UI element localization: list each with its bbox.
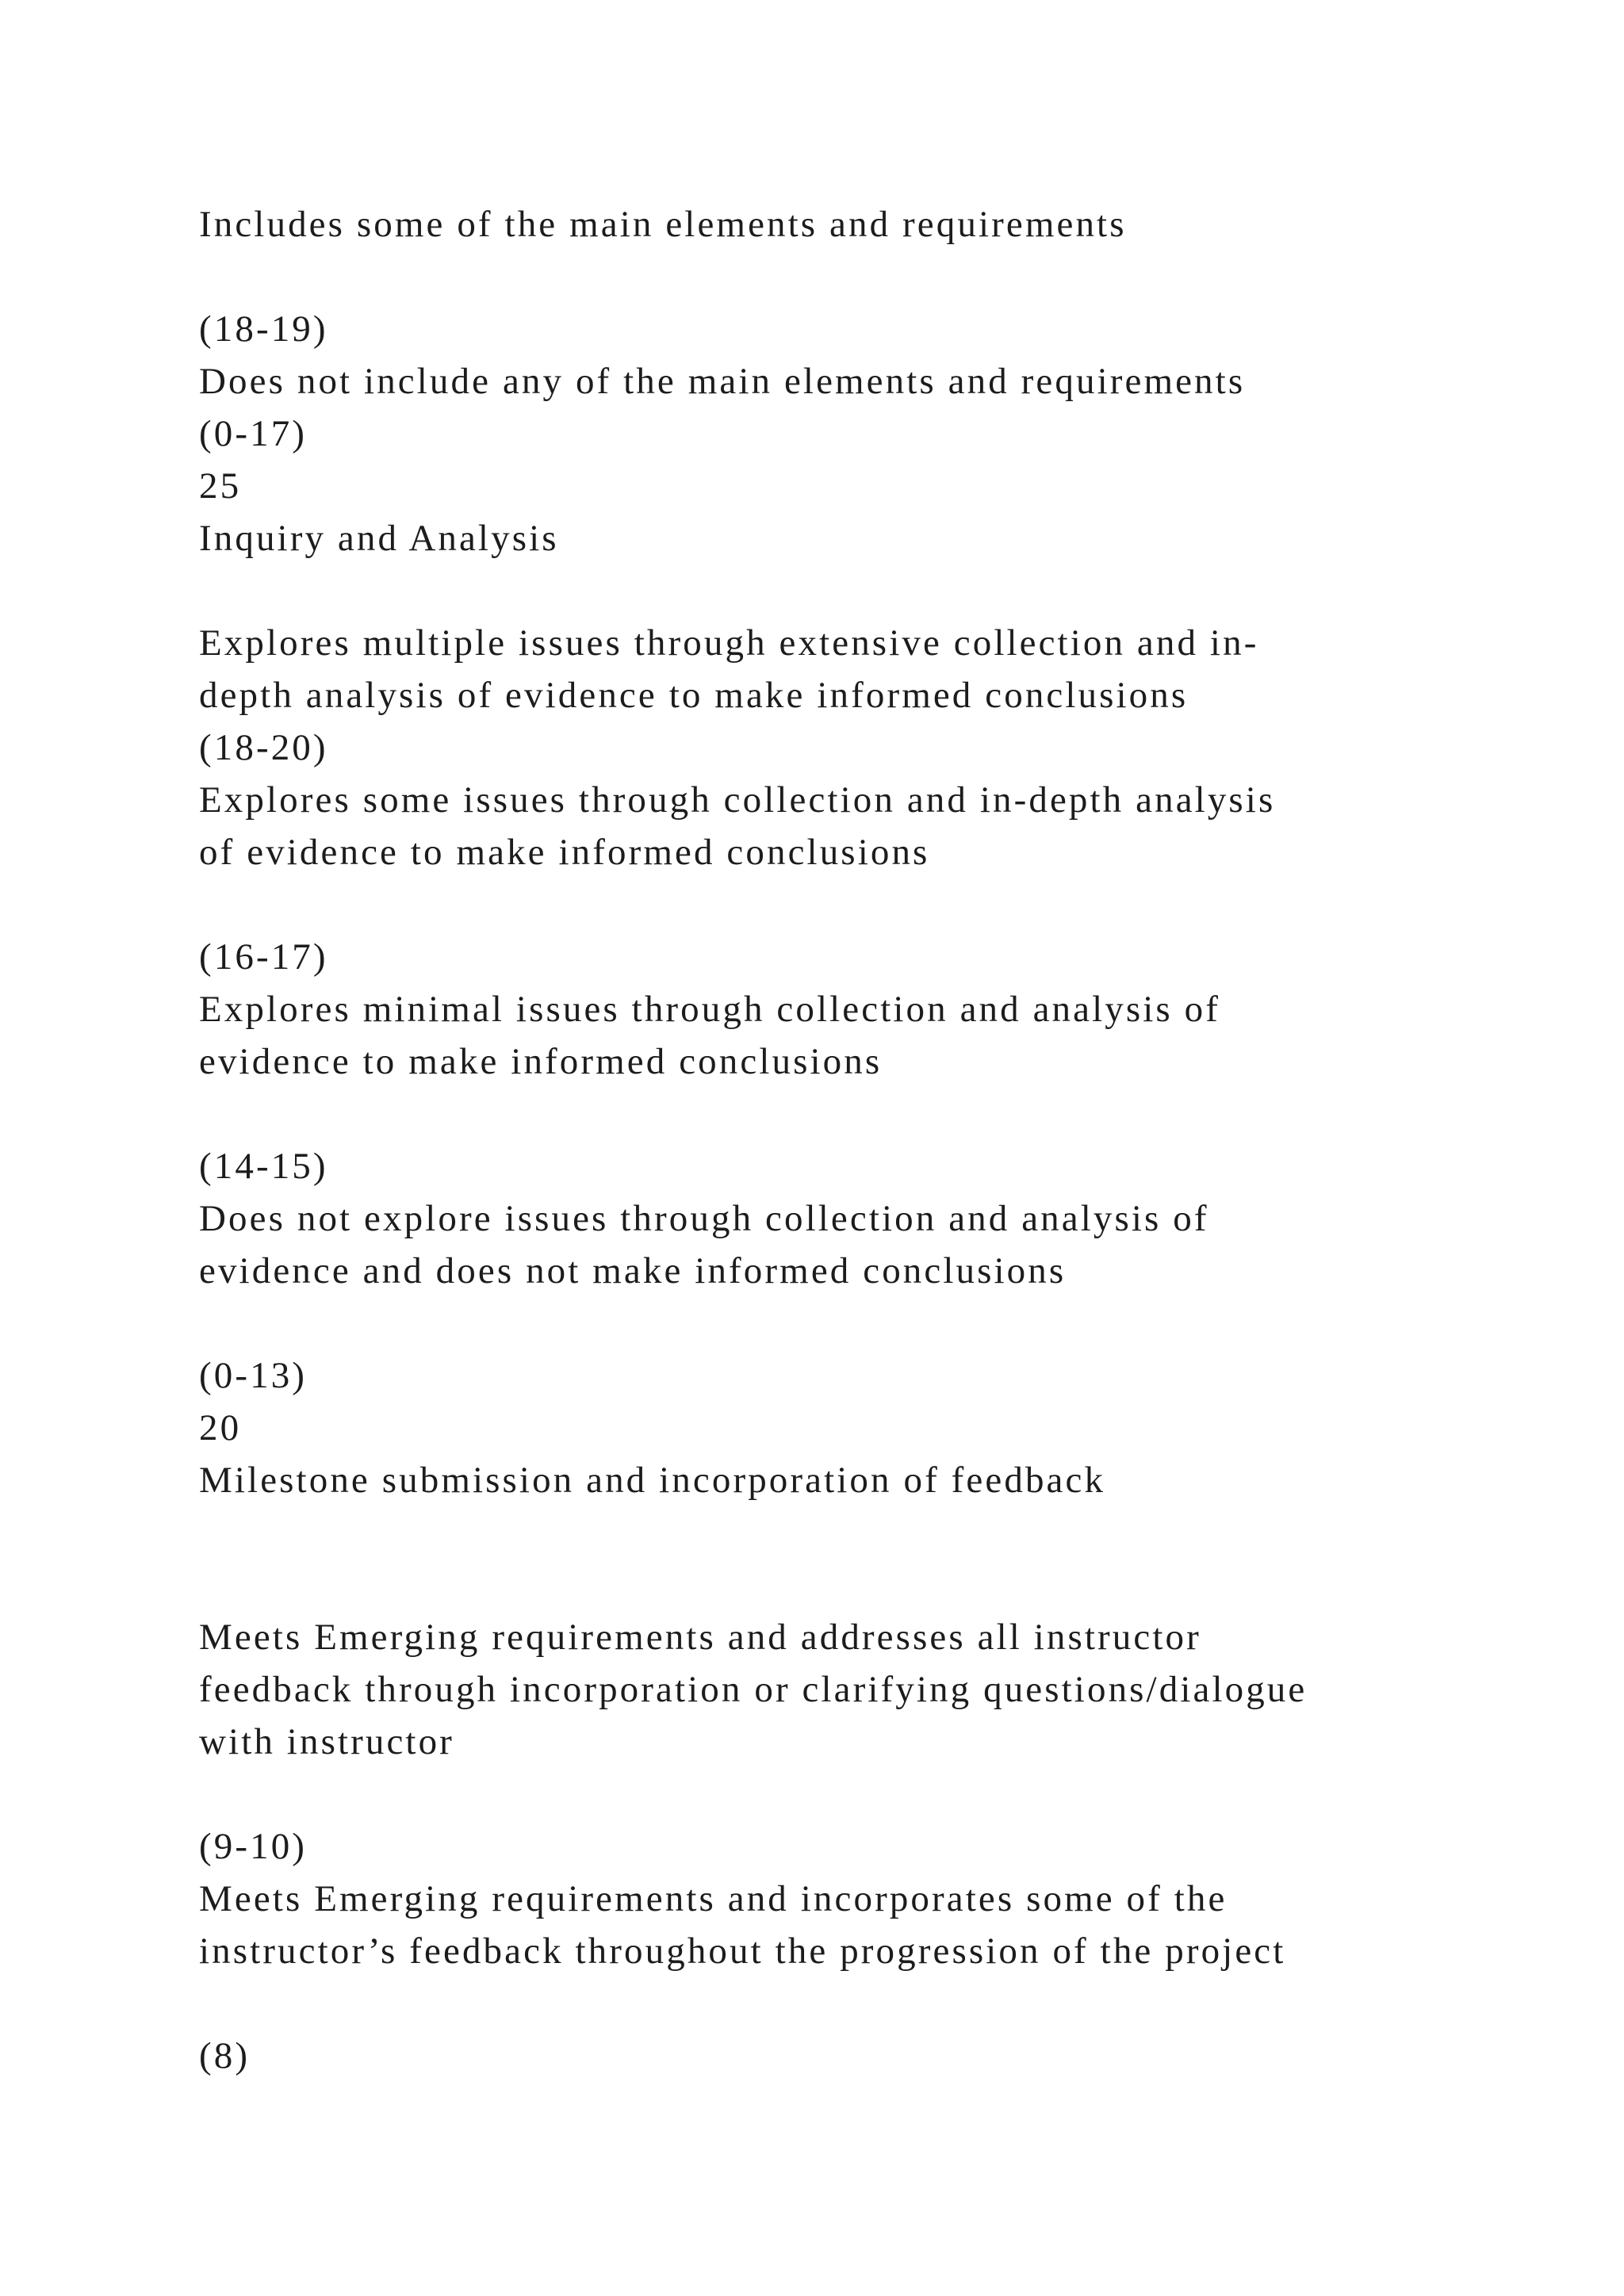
text-line: (16-17)	[199, 936, 328, 978]
text-line: Inquiry and Analysis	[199, 518, 559, 559]
text-line: instructor’s feedback throughout the progression of the project	[199, 1931, 1286, 1972]
text-line: Milestone submission and incorporation of feedback	[199, 1460, 1106, 1501]
text-line: depth analysis of evidence to make informed conclusions	[199, 675, 1189, 716]
text-line: of evidence to make informed conclusions	[199, 832, 930, 873]
text-line: (8)	[199, 2035, 251, 2076]
text-line: Explores some issues through collection and in-depth analysis	[199, 779, 1276, 821]
text-line: evidence to make informed conclusions	[199, 1041, 883, 1082]
text-line: with instructor	[199, 1721, 454, 1762]
text-line: 20	[199, 1407, 242, 1448]
text-line: Does not explore issues through collection and analysis of	[199, 1198, 1209, 1239]
text-line: evidence and does not make informed conclusions	[199, 1250, 1067, 1292]
text-line: Explores minimal issues through collection and analysis of	[199, 989, 1221, 1030]
text-line: Does not include any of the main elements and requirements	[199, 361, 1246, 402]
text-line: (0-17)	[199, 413, 308, 454]
text-line: Meets Emerging requirements and addresses all instructor	[199, 1617, 1201, 1658]
text-line: feedback through incorporation or clarifying questions/dialogue	[199, 1669, 1308, 1710]
text-line: (14-15)	[199, 1146, 328, 1187]
text-line: (18-19)	[199, 308, 328, 350]
text-line: Explores multiple issues through extensive collection and in-	[199, 622, 1259, 664]
text-line: (0-13)	[199, 1355, 308, 1396]
text-line: Includes some of the main elements and requirements	[199, 204, 1127, 245]
text-line: 25	[199, 465, 242, 507]
text-line: (18-20)	[199, 727, 328, 768]
text-line: Meets Emerging requirements and incorporates some of the	[199, 1878, 1228, 1919]
text-line: (9-10)	[199, 1826, 308, 1867]
